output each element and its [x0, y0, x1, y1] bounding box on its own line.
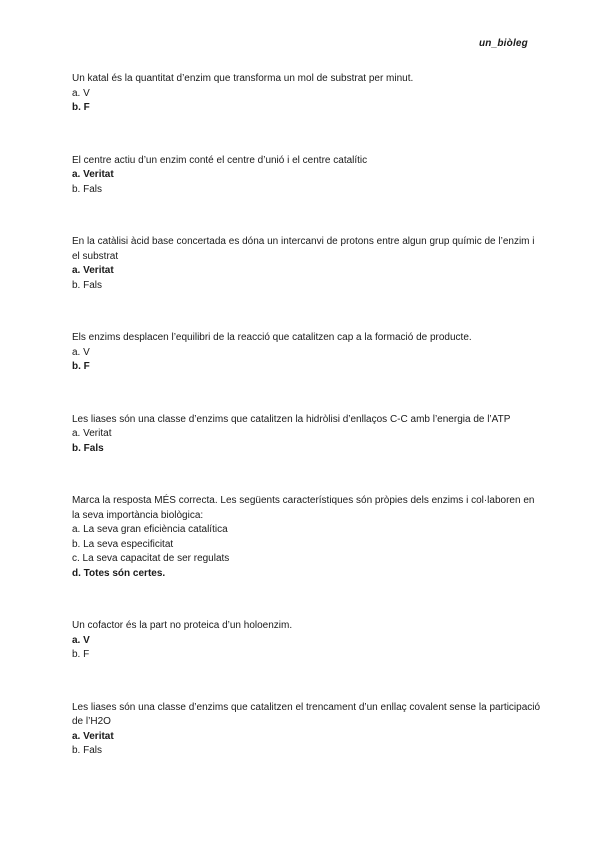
question-list [72, 72, 542, 797]
option-b-correct: b. F [72, 361, 90, 372]
question-text: En la catàlisi àcid base concertada es dóna un intercanvi de protons entre algun grup químic de l’enzim i el substrat [72, 236, 535, 262]
option-b-correct: b. F [72, 102, 90, 113]
option-b: b. Fals [72, 279, 103, 291]
option-a-correct: a. V [72, 634, 90, 646]
question-3 [72, 235, 542, 293]
option-list [72, 523, 542, 581]
question-8 [72, 701, 542, 759]
option-list [72, 168, 542, 197]
option-list [72, 427, 542, 456]
option-b: b. La seva especificitat [72, 538, 174, 550]
question-text: Les liases són una classe d’enzims que catalitzen la hidròlisi d’enllaços C-C amb l’energia de l’ATP [72, 413, 511, 425]
option-b: b. Fals [72, 745, 103, 756]
question-text: Marca la resposta MÉS correcta. Les següents característiques són pròpies dels enzims i col·laboren en la seva importància biològica: [72, 495, 535, 521]
question-5 [72, 413, 542, 457]
question-text: Els enzims desplacen l’equilibri de la reacció que catalitzen cap a la formació de producte. [72, 332, 472, 343]
question-4 [72, 331, 542, 375]
question-6 [72, 494, 542, 581]
question-text: Un cofactor és la part no proteica d’un holoenzim. [72, 620, 293, 631]
question-1 [72, 72, 542, 116]
question-7 [72, 619, 542, 663]
question-2 [72, 154, 542, 198]
option-a: a. Veritat [72, 428, 112, 439]
option-a: a. La seva gran eficiència catalítica [72, 524, 228, 535]
option-b: b. F [72, 649, 90, 660]
option-a: a. V [72, 346, 90, 358]
option-b: b. Fals [72, 183, 103, 195]
option-a-correct: a. Veritat [72, 169, 114, 180]
option-list [72, 730, 542, 759]
option-list [72, 264, 542, 293]
question-text: Les liases són una classe d’enzims que catalitzen el trencament d’un enllaç covalent sense la participació de l’H2O [72, 701, 541, 727]
option-a: a. V [72, 87, 90, 99]
option-b-correct: b. Fals [72, 442, 104, 454]
option-a-correct: a. Veritat [72, 730, 114, 742]
question-text: Un katal és la quantitat d’enzim que transforma un mol de substrat per minut. [72, 73, 414, 84]
option-list [72, 346, 542, 375]
question-text: El centre actiu d’un enzim conté el centre d’unió i el centre catalític [72, 154, 368, 166]
option-list [72, 634, 542, 663]
option-list [72, 87, 542, 116]
option-d-correct: d. Totes són certes. [72, 567, 166, 579]
option-c: c. La seva capacitat de ser regulats [72, 553, 230, 564]
option-a-correct: a. Veritat [72, 265, 114, 276]
author-header: un_biòleg [478, 38, 528, 49]
